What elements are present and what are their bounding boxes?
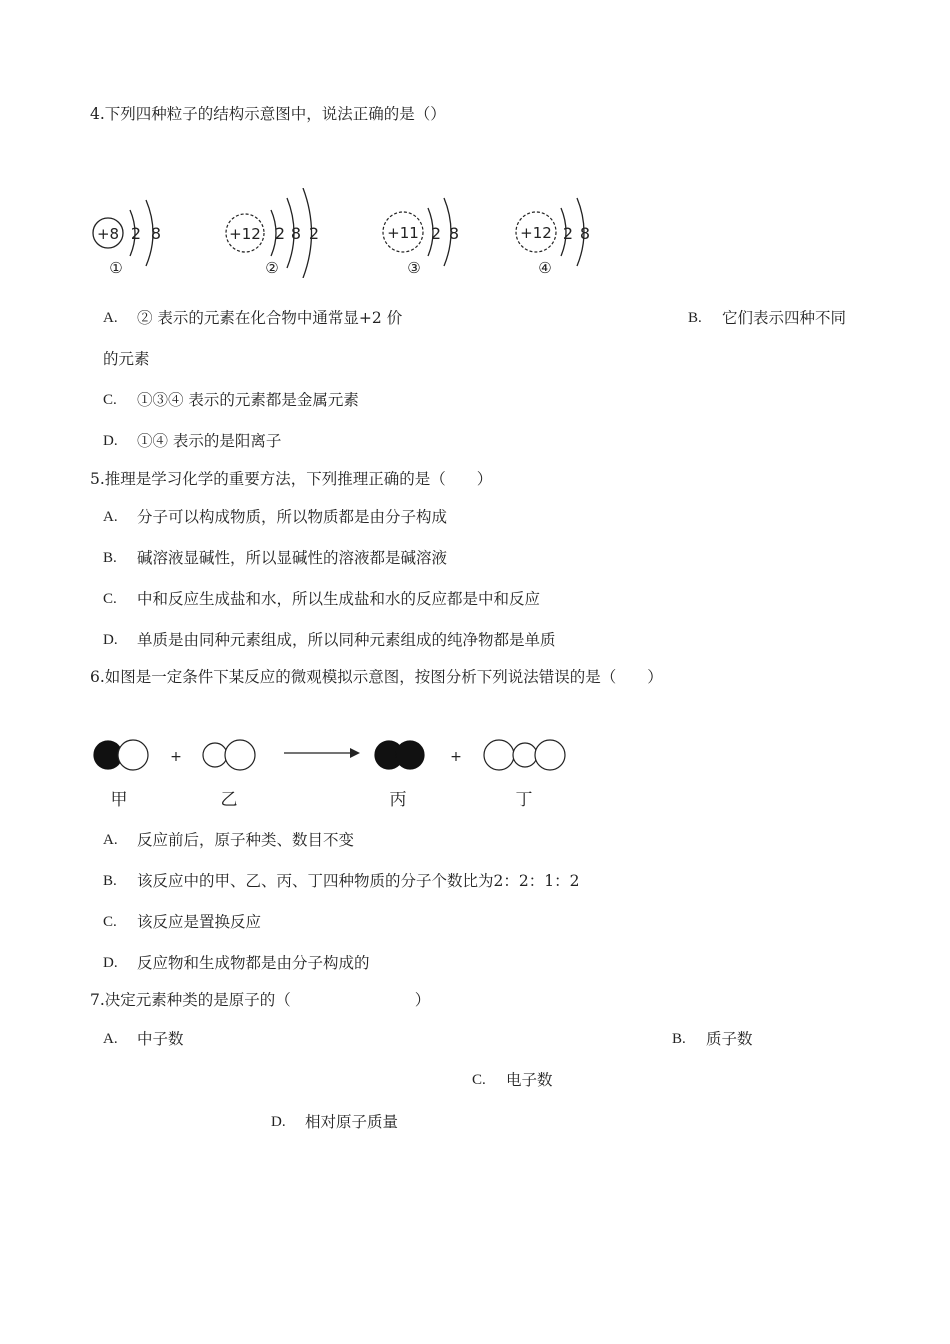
q7-option-d-letter: D. bbox=[271, 1114, 286, 1130]
question-7-stem: 7.决定元素种类的是原子的（ ） bbox=[90, 991, 431, 1009]
question-6-stem: 6.如图是一定条件下某反应的微观模拟示意图，按图分析下列说法错误的是（ ） bbox=[90, 668, 663, 686]
diagram-2-shell-2: 8 bbox=[290, 224, 302, 243]
label-yi: 乙 bbox=[220, 790, 238, 810]
plus-sign-2: + bbox=[450, 749, 462, 765]
atom-diagram-1 bbox=[93, 200, 161, 277]
q6-option-d-text: 反应物和生成物都是由分子构成的 bbox=[137, 954, 370, 972]
diagram-1-shell-2: 8 bbox=[150, 224, 162, 243]
diagram-2-nucleus: +12 bbox=[229, 225, 261, 243]
question-5-stem: 5.推理是学习化学的重要方法，下列推理正确的是（ ） bbox=[90, 470, 493, 488]
atom-diagram-2 bbox=[226, 188, 319, 278]
q4-option-a-letter: A. bbox=[103, 310, 118, 326]
q7-option-a-text: 中子数 bbox=[137, 1030, 184, 1048]
q4-option-b-text: 它们表示四种不同 bbox=[722, 309, 847, 327]
q5-option-a-text: 分子可以构成物质，所以物质都是由分子构成 bbox=[137, 508, 448, 526]
molecule-ding bbox=[484, 740, 565, 770]
q6-option-b-text: 该反应中的甲、乙、丙、丁四种物质的分子个数比为2：2：1：2 bbox=[137, 872, 580, 890]
q4-option-d-text: ①④ 表示的是阳离子 bbox=[137, 432, 282, 450]
q5-option-b-letter: B. bbox=[103, 550, 117, 566]
q5-option-a-letter: A. bbox=[103, 509, 118, 525]
q7-option-b-letter: B. bbox=[672, 1031, 686, 1047]
diagram-4-shell-1: 2 bbox=[562, 224, 574, 243]
diagram-1-nucleus: +8 bbox=[96, 225, 120, 243]
atom-diagram-3 bbox=[383, 198, 459, 277]
question-4-stem: 4.下列四种粒子的结构示意图中，说法正确的是（） bbox=[90, 105, 446, 123]
diagram-4-shell-2: 8 bbox=[579, 224, 591, 243]
diagram-3-shell-2: 8 bbox=[448, 224, 460, 243]
plus-sign-1: + bbox=[170, 749, 182, 765]
molecule-bing bbox=[375, 741, 424, 769]
q6-option-b-letter: B. bbox=[103, 873, 117, 889]
reaction-arrow-icon bbox=[284, 748, 360, 758]
q6-option-a-letter: A. bbox=[103, 832, 118, 848]
diagram-3-label: ③ bbox=[407, 259, 421, 277]
label-ding: 丁 bbox=[515, 790, 533, 810]
q5-option-b-text: 碱溶液显碱性，所以显碱性的溶液都是碱溶液 bbox=[137, 549, 448, 567]
atom-structure-diagrams bbox=[0, 188, 950, 278]
q5-option-c-text: 中和反应生成盐和水，所以生成盐和水的反应都是中和反应 bbox=[137, 590, 541, 608]
q5-option-d-letter: D. bbox=[103, 632, 118, 648]
q6-option-d-letter: D. bbox=[103, 955, 118, 971]
q5-option-c-letter: C. bbox=[103, 591, 117, 607]
reaction-diagram bbox=[0, 733, 950, 813]
diagram-3-nucleus: +11 bbox=[387, 224, 419, 242]
diagram-4-label: ④ bbox=[538, 259, 552, 277]
q4-option-b-text-cont: 的元素 bbox=[103, 350, 150, 368]
q7-option-d-text: 相对原子质量 bbox=[305, 1113, 399, 1131]
diagram-2-shell-1: 2 bbox=[274, 224, 286, 243]
q4-option-c-text: ①③④ 表示的元素都是金属元素 bbox=[137, 391, 359, 409]
diagram-3-shell-1: 2 bbox=[430, 224, 442, 243]
q4-option-c-letter: C. bbox=[103, 392, 117, 408]
q6-option-c-letter: C. bbox=[103, 914, 117, 930]
diagram-4-nucleus: +12 bbox=[520, 224, 552, 242]
q4-option-d-letter: D. bbox=[103, 433, 118, 449]
q5-option-d-text: 单质是由同种元素组成，所以同种元素组成的纯净物都是单质 bbox=[137, 631, 556, 649]
diagram-2-shell-3: 2 bbox=[308, 224, 320, 243]
atom-diagram-4 bbox=[516, 198, 590, 277]
q4-option-a-text: ② 表示的元素在化合物中通常显+2 价 bbox=[137, 309, 403, 327]
q7-option-b-text: 质子数 bbox=[706, 1030, 753, 1048]
q6-option-c-text: 该反应是置换反应 bbox=[137, 913, 262, 931]
diagram-2-label: ② bbox=[265, 259, 279, 277]
q7-option-a-letter: A. bbox=[103, 1031, 118, 1047]
diagram-1-shell-1: 2 bbox=[130, 224, 142, 243]
molecule-jia bbox=[94, 740, 148, 770]
q6-option-a-text: 反应前后，原子种类、数目不变 bbox=[137, 831, 355, 849]
molecule-yi bbox=[203, 740, 255, 770]
diagram-1-label: ① bbox=[109, 259, 123, 277]
q7-option-c-text: 电子数 bbox=[506, 1071, 553, 1089]
label-jia: 甲 bbox=[110, 790, 128, 810]
q7-option-c-letter: C. bbox=[472, 1072, 486, 1088]
q4-option-b-letter: B. bbox=[688, 310, 702, 326]
label-bing: 丙 bbox=[389, 790, 407, 810]
